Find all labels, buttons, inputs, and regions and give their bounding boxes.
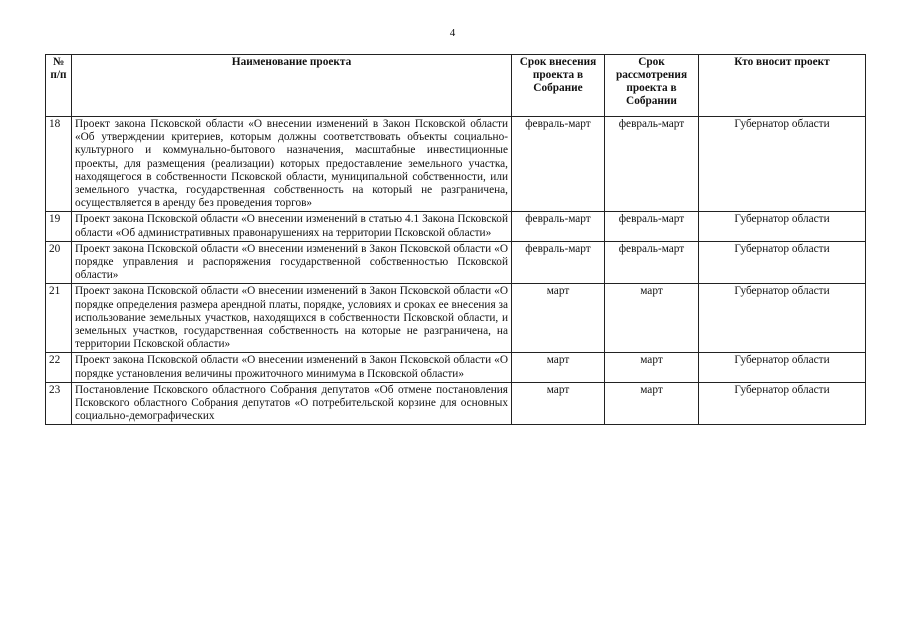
submitted-by: Губернатор области — [699, 241, 866, 284]
submitted-by: Губернатор области — [699, 284, 866, 353]
legislative-plan-table — [45, 54, 866, 425]
project-name: Проект закона Псковской области «О внесении изменений в Закон Псковской области «Об утверждении критериев, которым должны соответствовать объекты социально-культурного и коммунально-бытового назначения, масштабные инвестиционные проекты, для размещения (реализации) которых предоставление земельного участка, находящегося в собственности Псковской области, муниципальной собственности, или земельного участка, государственная собственность на который не разграничена, осуществляется в аренду без проведения торгов» — [72, 117, 512, 212]
row-number: 21 — [46, 284, 72, 353]
header-submission-deadline: Срок внесения проекта в Собрание — [512, 55, 605, 117]
page-number: 4 — [449, 27, 456, 39]
submitted-by: Губернатор области — [699, 212, 866, 241]
project-name: Проект закона Псковской области «О внесении изменений в Закон Псковской области «О порядке установления величины прожиточного минимума в Псковской области» — [72, 353, 512, 382]
project-name: Постановление Псковского областного Собрания депутатов «Об отмене постановления Псковского областного Собрания депутатов «О потребительской корзине для основных социально-демографических — [72, 382, 512, 425]
header-project-name: Наименование проекта — [72, 55, 512, 117]
submitted-by: Губернатор области — [699, 353, 866, 382]
table-row — [46, 382, 866, 425]
header-number: № п/п — [46, 55, 72, 117]
review-deadline: март — [605, 382, 699, 425]
table-row — [46, 353, 866, 382]
review-deadline: февраль-март — [605, 241, 699, 284]
review-deadline: февраль-март — [605, 117, 699, 212]
table-row — [46, 117, 866, 212]
submission-deadline: март — [512, 353, 605, 382]
submitted-by: Губернатор области — [699, 382, 866, 425]
table-row — [46, 241, 866, 284]
row-number: 18 — [46, 117, 72, 212]
table-header-row — [46, 55, 866, 117]
header-submitted-by: Кто вносит проект — [699, 55, 866, 117]
row-number: 19 — [46, 212, 72, 241]
project-name: Проект закона Псковской области «О внесении изменений в Закон Псковской области «О порядке управления и распоряжения государственной собственностью Псковской области» — [72, 241, 512, 284]
row-number: 20 — [46, 241, 72, 284]
review-deadline: март — [605, 353, 699, 382]
row-number: 23 — [46, 382, 72, 425]
submission-deadline: март — [512, 284, 605, 353]
project-name: Проект закона Псковской области «О внесении изменений в Закон Псковской области «О порядке определения размера арендной платы, порядке, условиях и сроках ее внесения за использование земельных участков, находящихся в собственности Псковской области, и земельных участков, государственная собственность на которые не разграничена, на территории Псковской области» — [72, 284, 512, 353]
table-row — [46, 212, 866, 241]
submission-deadline: февраль-март — [512, 117, 605, 212]
header-review-deadline: Срок рассмотрения проекта в Собрании — [605, 55, 699, 117]
submission-deadline: февраль-март — [512, 212, 605, 241]
submission-deadline: февраль-март — [512, 241, 605, 284]
review-deadline: март — [605, 284, 699, 353]
table-row — [46, 284, 866, 353]
submission-deadline: март — [512, 382, 605, 425]
submitted-by: Губернатор области — [699, 117, 866, 212]
row-number: 22 — [46, 353, 72, 382]
review-deadline: февраль-март — [605, 212, 699, 241]
project-name: Проект закона Псковской области «О внесении изменений в статью 4.1 Закона Псковской области «Об административных правонарушениях на территории Псковской области» — [72, 212, 512, 241]
